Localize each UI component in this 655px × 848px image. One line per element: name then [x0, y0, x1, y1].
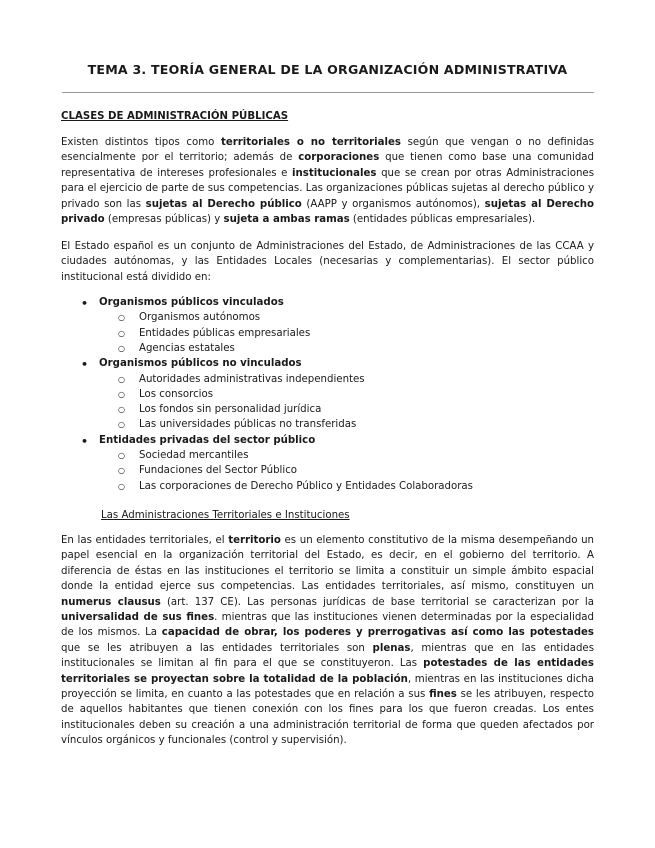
sub-list-item — [118, 404, 322, 416]
text-run: (entidades públicas empresariales). — [349, 214, 536, 226]
bold-term: fines — [429, 689, 457, 701]
bold-term: sujeta a ambas ramas — [223, 214, 350, 226]
list-item — [81, 434, 316, 448]
circle-bullet-icon: ○ — [118, 343, 125, 353]
list-item-label: Organismos públicos no vinculados — [99, 358, 302, 370]
text-run: es un elemento constitutivo de la misma desempeñando un papel esencial en la organización territorial del Estado, es decir, en el gobierno del territorio. A diferencia de éstas en las instituciones el territorio se limita a constituir un simple ámbito espacial donde la entidad ejerce sus competencias. Las entidades territoriales, así mismo, constituyen un — [61, 535, 594, 593]
text-run: Existen distintos tipos como — [61, 137, 221, 148]
sub-heading-territoriales: Las Administraciones Territoriales e Instituciones — [101, 510, 350, 521]
sub-list-item-label: Los fondos sin personalidad jurídica — [139, 404, 322, 416]
bullet-icon: • — [81, 434, 89, 448]
list-item — [81, 358, 302, 372]
bold-term: potestades de las entidades territoriales se proyectan sobre la totalidad de la población — [61, 658, 594, 685]
title-divider — [62, 92, 594, 93]
paragraph-territoriales — [61, 533, 594, 749]
circle-bullet-icon: ○ — [118, 420, 125, 430]
bold-term: institucionales — [292, 167, 377, 179]
circle-bullet-icon: ○ — [118, 405, 125, 415]
sub-list-item — [118, 373, 365, 385]
list-item — [81, 297, 284, 310]
sub-list-item-label: Organismos autónomos — [139, 312, 261, 324]
bold-term: numerus clausus — [61, 596, 161, 608]
list-item-label: Organismos públicos vinculados — [99, 297, 284, 308]
sub-list-item-label: Autoridades administrativas independientes — [139, 373, 365, 385]
bold-term: capacidad de obrar, los poderes y prerrogativas así como las potestades — [161, 627, 594, 639]
bullet-icon: • — [81, 358, 89, 372]
text-run: se les atribuyen, respecto de aquellos habitantes que tienen conexión con los fines para los que fueron creadas. Los entes institucionales deben su creación a una administración territorial de forma que queden afectados por vínculos orgánicos y funcionales (control y supervisión). — [61, 689, 594, 747]
circle-bullet-icon: ○ — [118, 389, 125, 399]
section-heading: CLASES DE ADMINISTRACIÓN PÚBLICAS — [61, 111, 289, 122]
text-run: . mientras que las instituciones vienen determinadas por la especialidad de los mismos. La — [61, 612, 594, 639]
sub-list-item — [118, 450, 249, 461]
sub-list-item-label: Las corporaciones de Derecho Público y Entidades Colaboradoras — [139, 480, 473, 492]
text-run: que se crean por otras Administraciones para el ejercicio de parte de sus competencias. Las organizaciones públicas sujetas al derecho público y privado son las — [61, 167, 595, 210]
sub-list-item-label: Agencias estatales — [139, 342, 235, 354]
document-title: TEMA 3. TEORÍA GENERAL DE LA ORGANIZACIÓN ADMINISTRATIVA — [87, 62, 568, 77]
circle-bullet-icon: ○ — [118, 466, 125, 476]
circle-bullet-icon: ○ — [118, 313, 125, 323]
sub-list-item — [118, 465, 298, 477]
text-run: (art. 137 CE). Las personas jurídicas de base territorial se caracterizan por la — [160, 596, 594, 608]
paragraph-estado: El Estado español es un conjunto de Administraciones del Estado, de Administraciones de las CCAA y ciudades autónomas, y las Entidades Locales (necesarias y complementarias). El sector público institucional está dividido en: — [61, 241, 594, 283]
text-run: , mientras en las instituciones dicha proyección se limita, en cuanto a las potestades que en relación a sus — [61, 673, 594, 701]
bullet-icon: • — [81, 297, 89, 310]
sub-list-item — [118, 312, 261, 324]
text-run: , mientras que en las entidades institucionales se limitan al fin para el que se constituyeron. Las — [61, 642, 594, 670]
text-run: (AAPP y organismos autónomos), — [301, 198, 485, 210]
bold-term: territorio — [228, 535, 281, 546]
sub-list-item — [118, 327, 311, 339]
sub-list-item-label: Fundaciones del Sector Público — [139, 465, 298, 477]
sub-list-item — [118, 419, 357, 431]
circle-bullet-icon: ○ — [118, 481, 125, 491]
paragraph-clases — [61, 135, 594, 227]
bold-term: sujetas al Derecho público — [145, 198, 302, 210]
list-item-label: Entidades privadas del sector público — [99, 434, 316, 446]
bold-term: corporaciones — [298, 152, 380, 164]
sub-list-item — [118, 342, 235, 354]
text-run: En las entidades territoriales, el — [61, 535, 229, 546]
sub-list-item — [118, 388, 214, 400]
sub-list-item-label: Entidades públicas empresariales — [139, 327, 311, 339]
text-run: que tienen como base una comunidad representativa de intereses profesionales e — [61, 152, 594, 179]
text-run: que se les atribuyen a las entidades territoriales son — [61, 642, 373, 654]
text-run: (empresas públicas) y — [104, 214, 224, 226]
sub-list-item-label: Los consorcios — [139, 388, 214, 400]
circle-bullet-icon: ○ — [118, 451, 125, 460]
bold-term: universalidad de sus fines — [61, 612, 215, 624]
sub-list-item-label: Las universidades públicas no transferidas — [139, 419, 357, 431]
bold-term: sujetas al Derecho privado — [61, 198, 594, 226]
bold-term: territoriales o no territoriales — [220, 137, 401, 148]
text-run: según que vengan o no definidas esencialmente por el territorio; además de — [61, 137, 595, 164]
bold-term: plenas — [372, 642, 411, 654]
sub-list-item — [118, 480, 473, 492]
sub-list-item-label: Sociedad mercantiles — [139, 450, 249, 461]
circle-bullet-icon: ○ — [118, 328, 125, 338]
circle-bullet-icon: ○ — [118, 374, 125, 384]
